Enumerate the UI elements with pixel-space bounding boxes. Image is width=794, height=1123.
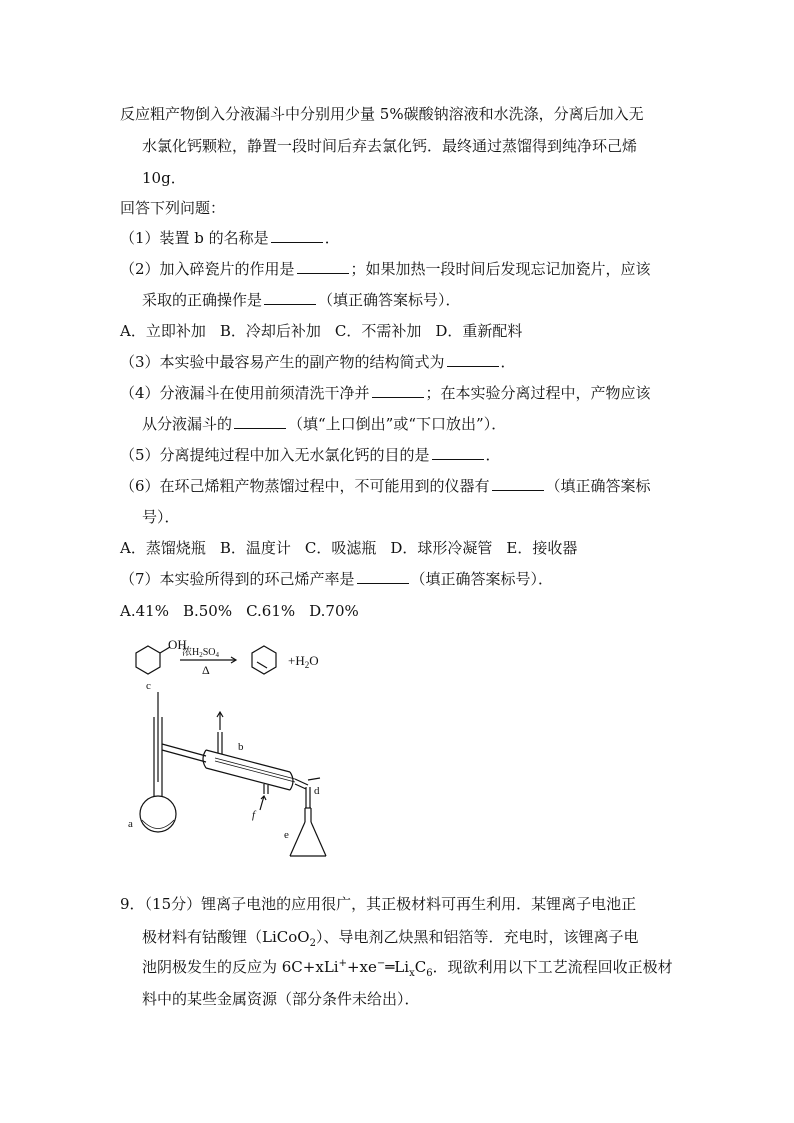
oh-label: OH: [168, 637, 187, 652]
question-1: （1）装置 b 的名称是 ．: [120, 229, 340, 247]
label-f: f: [252, 809, 256, 821]
option: D．重新配料: [435, 322, 523, 340]
answer-prompt: 回答下列问题：: [120, 199, 226, 217]
receiver-flask: [290, 808, 326, 856]
question-3: （3）本实验中最容易产生的副产物的结构简式为 ．: [120, 353, 516, 371]
question-2-options: [120, 321, 522, 341]
option: E．接收器: [506, 539, 578, 557]
question-7: （7）本实验所得到的环己烯产率是 （填正确答案标号）．: [120, 570, 554, 588]
intro-line-1: 反应粗产物倒入分液漏斗中分别用少量 5%碳酸钠溶液和水洗涤，分离后加入无: [120, 105, 644, 123]
question-6: （6）在环己烯粗产物蒸馏过程中，不可能用到的仪器有 （填正确答案标: [120, 477, 651, 495]
cyclohexanol-ring: [136, 646, 160, 674]
answer-blank[interactable]: [492, 476, 544, 491]
label-d: d: [314, 785, 320, 797]
answer-blank[interactable]: [432, 445, 484, 460]
heat-label: Δ: [202, 663, 210, 677]
answer-blank[interactable]: [447, 352, 499, 367]
answer-blank[interactable]: [271, 228, 323, 243]
question-6-line-2: 号）．: [142, 508, 180, 526]
option: B．冷却后补加: [219, 322, 321, 340]
question-9-line-4: 料中的某些金属资源（部分条件未给出）．: [142, 990, 420, 1008]
option: D.70%: [309, 602, 359, 620]
answer-blank[interactable]: [357, 569, 409, 584]
intro-line-3: 10g．: [142, 169, 186, 187]
option: B.50%: [182, 602, 233, 620]
condenser: [203, 712, 295, 810]
reaction-apparatus-figure: [120, 632, 360, 872]
question-7-options: [120, 601, 359, 621]
intro-line-2: 水氯化钙颗粒，静置一段时间后弃去氯化钙．最终通过蒸馏得到纯净环己烯: [142, 137, 638, 155]
label-e: e: [284, 829, 289, 841]
cyclohexene-ring: [252, 646, 276, 674]
answer-blank[interactable]: [297, 259, 349, 274]
answer-blank[interactable]: [234, 414, 286, 429]
water-label: $+H_2O$: [288, 653, 319, 670]
round-bottom-flask: [140, 796, 176, 832]
option: A．蒸馏烧瓶: [120, 539, 206, 557]
label-c: c: [146, 680, 151, 692]
question-2: （2）加入碎瓷片的作用是 ；如果加热一段时间后发现忘记加瓷片，应该: [120, 260, 651, 278]
option: A．立即补加: [120, 322, 206, 340]
question-9-line-3: 池阴极发生的反应为 $6C+xLi^++xe^-═Li_xC_6$．现欲利用以下工艺流程回收正极材: [142, 958, 673, 979]
option: B．温度计: [219, 539, 291, 557]
option: C.61%: [246, 602, 296, 620]
label-a: a: [128, 818, 133, 830]
question-4-line-2: 从分液漏斗的 （填“上口倒出”或“下口放出”）．: [142, 415, 507, 433]
option: A.41%: [120, 602, 169, 620]
reagent-label: 浓$H_2SO_4$: [182, 647, 220, 659]
option: C．吸滤瓶: [304, 539, 377, 557]
question-6-options: [120, 538, 577, 558]
option: D．球形冷凝管: [390, 539, 493, 557]
question-9-line-1: 9．（15分）锂离子电池的应用很广，其正极材料可再生利用．某锂离子电池正: [120, 895, 637, 913]
question-2-line-2: 采取的正确操作是 （填正确答案标号）．: [142, 291, 461, 309]
question-4: （4）分液漏斗在使用前须清洗干净并 ；在本实验分离过程中，产物应该: [120, 384, 651, 402]
answer-blank[interactable]: [372, 383, 424, 398]
answer-blank[interactable]: [264, 290, 316, 305]
question-9-line-2: 极材料有钴酸锂（LiCoO$_2$）、导电剂乙炔黑和铝箔等．充电时，该锂离子电: [142, 928, 639, 949]
question-5: （5）分离提纯过程中加入无水氯化钙的目的是 ．: [120, 446, 501, 464]
option: C．不需补加: [334, 322, 422, 340]
label-b: b: [238, 741, 244, 753]
